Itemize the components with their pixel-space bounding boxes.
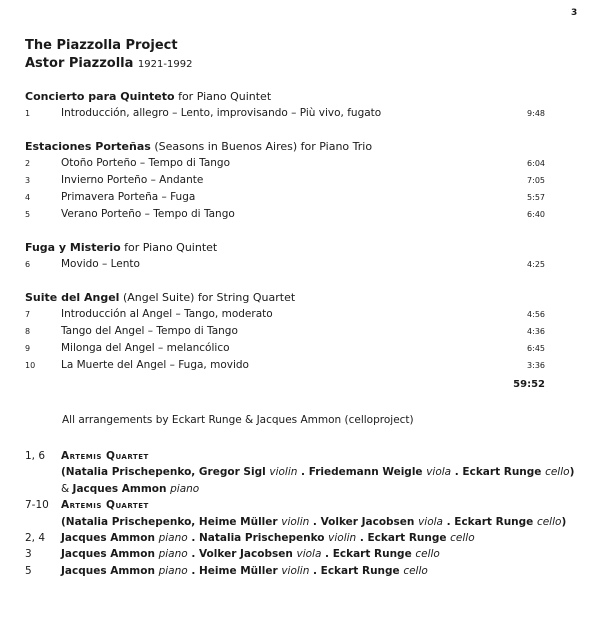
track-duration: 4:25: [527, 260, 545, 269]
work-heading: [25, 89, 547, 105]
track-title: Tango del Angel – Tempo di Tango: [61, 325, 238, 337]
performer-name: . Eckart Runge: [321, 548, 416, 561]
composer-line: [25, 55, 192, 74]
instrument-role: violin: [281, 515, 310, 528]
track-row: [25, 357, 547, 374]
instrument-role: piano: [158, 531, 188, 544]
performer-name: . Eckart Runge: [442, 515, 537, 528]
performer-row: [25, 448, 585, 464]
ensemble-name: Artemis Quartet: [61, 499, 149, 512]
track-duration: 4:36: [527, 327, 545, 336]
performer-row: [25, 530, 585, 546]
performer-tracks: 7-10: [25, 499, 49, 512]
work-title: Fuga y Misterio: [25, 241, 121, 254]
performer-credits: [25, 448, 585, 579]
work-title: Suite del Angel: [25, 291, 120, 304]
performer-name: . Heime Müller: [187, 564, 282, 577]
work-section: [25, 240, 547, 273]
instrument-role: cello: [545, 466, 570, 479]
track-title: La Muerte del Angel – Fuga, movido: [61, 359, 249, 371]
performer-row: [25, 563, 585, 579]
instrument-role: violin: [328, 531, 357, 544]
performer-name: . Natalia Prischepenko: [187, 531, 329, 544]
performer-tracks: 1, 6: [25, 450, 46, 462]
performer-tracks: 2, 4: [25, 531, 46, 544]
instrument-role: piano: [158, 548, 188, 561]
track-row: [25, 340, 547, 357]
track-number: 3: [25, 176, 31, 185]
performer-text: [61, 448, 149, 464]
work-section: [25, 89, 547, 122]
track-title: Primavera Porteña – Fuga: [61, 191, 196, 203]
project-title: The Piazzolla Project: [25, 38, 178, 53]
performer-text: [61, 497, 149, 513]
work-section: [25, 139, 547, 223]
track-number: 9: [25, 344, 31, 353]
track-row: [25, 323, 547, 340]
performer-name: . Volker Jacobsen: [309, 515, 419, 528]
work-subtitle: for Piano Quintet: [120, 241, 218, 254]
performer-name: &: [61, 482, 73, 495]
booklet-header: [25, 37, 192, 74]
track-number: 4: [25, 193, 31, 202]
arrangements-note: All arrangements by Eckart Runge & Jacques Ammon (celloproject): [62, 414, 414, 426]
work-heading: [25, 139, 547, 155]
performer-text: [61, 546, 440, 562]
track-duration: 7:05: [527, 176, 545, 185]
performer-name: . Volker Jacobsen: [187, 548, 297, 561]
performer-row: [25, 497, 585, 513]
performer-text: [61, 514, 566, 530]
instrument-role: cello: [536, 515, 562, 528]
performer-row: [25, 514, 585, 530]
track-number: 7: [25, 310, 31, 319]
instrument-role: piano: [158, 564, 188, 577]
track-title: Introducción al Angel – Tango, moderato: [61, 308, 273, 320]
ensemble-name: Artemis Quartet: [61, 450, 149, 462]
track-number: 5: [25, 210, 31, 219]
work-heading: [25, 240, 547, 256]
performer-tracks: 5: [25, 564, 32, 577]
track-title: Milonga del Angel – melancólico: [61, 342, 230, 354]
track-title: Introducción, allegro – Lento, improvisando – Più vivo, fugato: [61, 107, 382, 119]
work-heading: [25, 290, 547, 306]
instrument-role: viola: [418, 515, 443, 528]
track-duration: 5:57: [527, 193, 545, 202]
performer-row: [25, 546, 585, 562]
performer-name: (Natalia Prischepenko, Gregor Sigl: [61, 466, 270, 479]
track-number: 1: [25, 109, 31, 118]
track-number: 6: [25, 260, 31, 269]
track-duration: 6:45: [527, 344, 545, 353]
work-subtitle: (Seasons in Buenos Aires) for Piano Trio: [150, 140, 373, 153]
instrument-role: cello: [403, 564, 428, 577]
performer-name: . Friedemann Weigle: [297, 466, 427, 479]
track-row: [25, 189, 547, 206]
instrument-role: viola: [296, 548, 322, 561]
track-number: 8: [25, 327, 31, 336]
performer-name: Jacques Ammon: [61, 564, 159, 577]
performer-name: ): [569, 466, 575, 479]
performer-name: Jacques Ammon: [61, 531, 159, 544]
track-row: [25, 172, 547, 189]
performer-tracks: 3: [25, 548, 32, 561]
track-row: [25, 256, 547, 273]
work-subtitle: (Angel Suite) for String Quartet: [119, 291, 296, 304]
track-title: Movido – Lento: [61, 258, 140, 270]
performer-text: [61, 563, 428, 579]
instrument-role: piano: [170, 482, 200, 495]
track-row: [25, 155, 547, 172]
work-title: Estaciones Porteñas: [25, 140, 151, 153]
track-row: [25, 306, 547, 323]
performer-name: Jacques Ammon: [61, 548, 159, 561]
track-listing: [25, 89, 547, 391]
performer-name: . Eckart Runge: [451, 466, 546, 479]
work-subtitle: for Piano Quintet: [174, 90, 272, 103]
performer-row: [25, 481, 585, 497]
track-number: 2: [25, 159, 31, 168]
performer-text: [61, 464, 574, 480]
page-number: 3: [571, 8, 578, 18]
performer-text: [61, 481, 199, 497]
work-title: Concierto para Quinteto: [25, 90, 175, 103]
track-title: Verano Porteño – Tempo di Tango: [61, 208, 235, 220]
instrument-role: cello: [450, 531, 475, 544]
track-duration: 4:56: [527, 310, 545, 319]
work-section: [25, 290, 547, 374]
performer-name: Jacques Ammon: [72, 482, 171, 495]
performer-name: ): [561, 515, 567, 528]
instrument-role: cello: [415, 548, 440, 561]
composer-years: 1921-1992: [137, 59, 193, 70]
performer-name: . Eckart Runge: [356, 531, 451, 544]
performer-row: [25, 464, 585, 480]
instrument-role: violin: [269, 466, 298, 479]
instrument-role: viola: [426, 466, 452, 479]
track-duration: 9:48: [527, 109, 545, 118]
track-number: 10: [25, 361, 36, 370]
performer-name: . Eckart Runge: [309, 564, 404, 577]
total-duration: 59:52: [513, 379, 545, 390]
track-duration: 6:04: [527, 159, 545, 168]
track-row: [25, 206, 547, 223]
instrument-role: violin: [281, 564, 310, 577]
track-row: [25, 105, 547, 122]
performer-name: (Natalia Prischepenko, Heime Müller: [61, 515, 282, 528]
track-duration: 3:36: [527, 361, 545, 370]
track-duration: 6:40: [527, 210, 545, 219]
performer-text: [61, 530, 475, 546]
composer-name: Astor Piazzolla: [25, 56, 134, 71]
track-title: Otoño Porteño – Tempo di Tango: [61, 157, 231, 169]
track-title: Invierno Porteño – Andante: [61, 174, 204, 186]
